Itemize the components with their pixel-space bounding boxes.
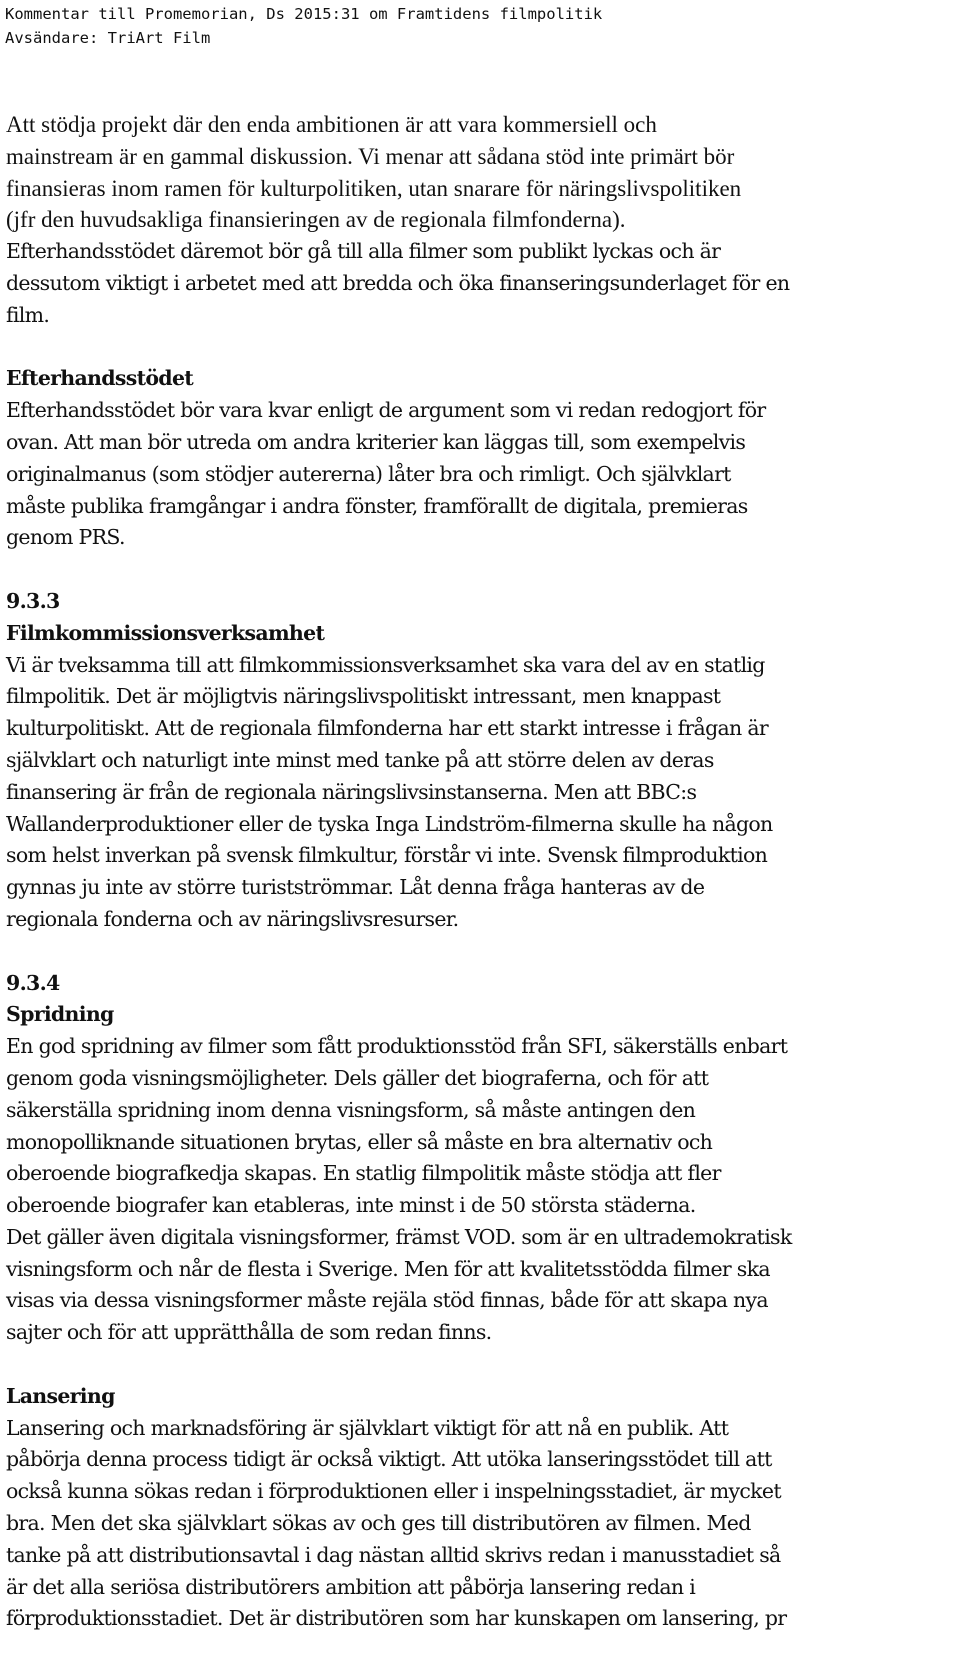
paragraph-line: är det alla seriösa distributörers ambition att påbörja lansering redan i — [6, 1574, 696, 1599]
paragraph-line: måste publika framgångar i andra fönster, framförallt de digitala, premieras — [6, 493, 748, 518]
section-heading: Spridning — [6, 1002, 114, 1027]
paragraph-line: kulturpolitiskt. Att de regionala filmfonderna har ett starkt intresse i frågan är — [6, 716, 768, 741]
paragraph-line: självklart och naturligt inte minst med tanke på att större delen av deras — [6, 747, 714, 772]
paragraph-line: Det gäller även digitala visningsformer, främst VOD. som är en ultrademokratisk — [6, 1224, 792, 1249]
paragraph-line: mainstream är en gammal diskussion. Vi menar att sådana stöd inte primärt bör — [6, 143, 735, 169]
section-lansering — [6, 1381, 960, 1635]
paragraph-line: genom PRS. — [6, 525, 125, 550]
paragraph-line: gynnas ju inte av större turistströmmar. Låt denna fråga hanteras av de — [6, 875, 705, 900]
section-number: 9.3.4 — [6, 970, 60, 995]
section-efterhandsstodet — [6, 363, 960, 554]
paragraph-line: (jfr den huvudsakliga finansieringen av de regionala filmfonderna). — [6, 207, 626, 233]
section-9-3-4 — [6, 968, 960, 1350]
paragraph-spacer — [6, 936, 960, 968]
paragraph-line: sajter och för att upprätthålla de som redan finns. — [6, 1320, 492, 1345]
paragraph-line: tanke på att distributionsavtal i dag nästan alltid skrivs redan i manusstadiet så — [6, 1542, 781, 1567]
paragraph-line: visas via dessa visningsformer måste rejäla stöd finnas, både för att skapa nya — [6, 1288, 768, 1313]
document-body — [6, 109, 960, 1635]
paragraph-line: Efterhandsstödet bör vara kvar enligt de argument som vi redan redogjort för — [6, 398, 766, 423]
paragraph-line: påbörja denna process tidigt är också viktigt. Att utöka lanseringsstödet till att — [6, 1447, 772, 1472]
paragraph-line: film. — [6, 302, 50, 327]
section-heading: Filmkommissionsverksamhet — [6, 620, 325, 645]
paragraph-line: säkerställa spridning inom denna visningsform, så måste antingen den — [6, 1097, 696, 1122]
paragraph-line: finansieras inom ramen för kulturpolitiken, utan snarare för näringslivspolitiken — [6, 175, 742, 201]
paragraph-line: också kunna sökas redan i förproduktionen eller i inspelningsstadiet, är mycket — [6, 1479, 781, 1504]
paragraph-line: förproduktionsstadiet. Det är distributören som har kunskapen om lansering, pr — [6, 1606, 787, 1631]
paragraph-line: Efterhandsstödet däremot bör gå till alla filmer som publikt lyckas och är — [6, 239, 721, 264]
paragraph-line: dessutom viktigt i arbetet med att bredda och öka finanseringsunderlaget för en — [6, 270, 790, 295]
header-title-line: Kommentar till Promemorian, Ds 2015:31 om Framtidens filmpolitik — [5, 5, 603, 23]
paragraph-line: bra. Men det ska självklart sökas av och ges till distributören av filmen. Med — [6, 1511, 751, 1536]
section-9-3-3 — [6, 586, 960, 936]
paragraph-line: regionala fonderna och av näringslivsresurser. — [6, 906, 459, 931]
paragraph-line: finansering är från de regionala näringslivsinstanserna. Men att BBC:s — [6, 779, 697, 804]
paragraph-line: genom goda visningsmöjligheter. Dels gäller det biograferna, och för att — [6, 1065, 709, 1090]
paragraph-line: Att stödja projekt där den enda ambitionen är att vara kommersiell och — [6, 112, 657, 137]
paragraph-line: oberoende biografer kan etableras, inte minst i de 50 största städerna. — [6, 1193, 696, 1218]
paragraph-line: filmpolitik. Det är möjligtvis näringslivspolitiskt intressant, men knappast — [6, 684, 721, 709]
paragraph-line: visningsform och når de flesta i Sverige. Men för att kvalitetsstödda filmer ska — [6, 1256, 770, 1281]
paragraph-spacer — [6, 1349, 960, 1381]
paragraph-line: Lansering och marknadsföring är självklart viktigt för att nå en publik. Att — [6, 1415, 729, 1440]
paragraph-line: originalmanus (som stödjer autererna) låter bra och rimligt. Och självklart — [6, 461, 731, 486]
section-heading: Lansering — [6, 1383, 115, 1408]
paragraph-spacer — [6, 332, 960, 364]
section-number: 9.3.3 — [6, 588, 60, 613]
document-header — [5, 2, 602, 50]
paragraph-line: Vi är tveksamma till att filmkommissionsverksamhet ska vara del av en statlig — [6, 652, 765, 677]
section-heading: Efterhandsstödet — [6, 366, 194, 391]
header-sender-line: Avsändare: TriArt Film — [5, 29, 211, 47]
paragraph-spacer — [6, 554, 960, 586]
intro-paragraph — [6, 109, 960, 332]
paragraph-line: monopolliknande situationen brytas, eller så måste en bra alternativ och — [6, 1129, 713, 1154]
paragraph-line: ovan. Att man bör utreda om andra kriterier kan läggas till, som exempelvis — [6, 429, 746, 454]
paragraph-line: Wallanderproduktioner eller de tyska Inga Lindström-filmerna skulle ha någon — [6, 811, 773, 836]
paragraph-line: En god spridning av filmer som fått produktionsstöd från SFI, säkerställs enbart — [6, 1034, 788, 1059]
paragraph-line: som helst inverkan på svensk filmkultur, förstår vi inte. Svensk filmproduktion — [6, 843, 768, 868]
paragraph-line: oberoende biografkedja skapas. En statlig filmpolitik måste stödja att fler — [6, 1161, 721, 1186]
